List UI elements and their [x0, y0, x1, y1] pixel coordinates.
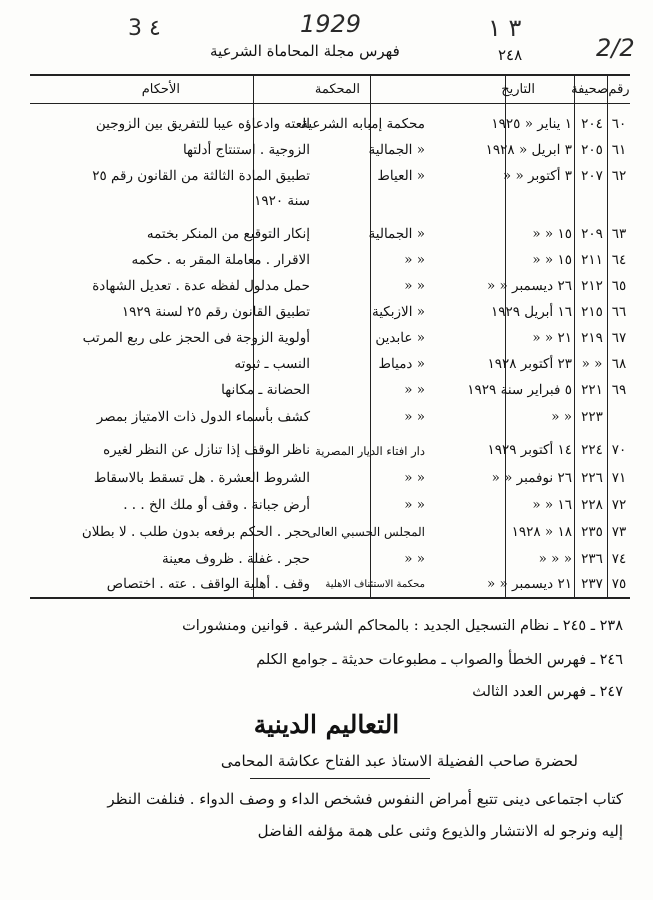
year-mark: 1929: [300, 10, 362, 38]
cell-number: ٦١: [611, 142, 627, 158]
table-header: [30, 78, 630, 104]
cell-ruling: ناظر الوقف إذا تنازل عن النظر لغيره: [103, 442, 310, 458]
table-row: [30, 112, 630, 138]
column-header-court: المحكمة: [314, 82, 360, 97]
cell-date: « « «: [538, 551, 572, 567]
cell-ruling: حجر . غفلة . ظروف معينة: [162, 551, 310, 567]
cell-court: « عابدين: [375, 330, 425, 346]
cell-page: ٢١٩: [581, 330, 603, 346]
cell-court: محكمة إمبابه الشرعية: [301, 116, 425, 132]
table-row: [30, 352, 630, 378]
table-row: [30, 520, 630, 546]
journal-title: فهرس مجلة المحاماة الشرعية: [210, 42, 400, 60]
cell-number: ٧٣: [611, 524, 627, 540]
cell-court: « «: [404, 382, 425, 398]
cell-number: ٧٢: [611, 497, 627, 513]
cell-number: ٦٨: [611, 356, 627, 372]
table-row: [30, 493, 630, 519]
cell-court: « «: [404, 470, 425, 486]
cell-court: « العياط: [377, 168, 425, 184]
cell-date: ٢١ ديسمبر « «: [486, 576, 572, 592]
cell-date: ١٨ « ١٩٢٨: [511, 524, 572, 540]
cell-ruling: أولوية الزوجة فى الحجز على ربع المرتب: [82, 330, 310, 346]
cell-page: ٢١٢: [581, 278, 603, 294]
section-title: التعاليم الدينية: [253, 710, 400, 739]
cell-page: ٢٢٤: [581, 442, 603, 458]
body-line: إليه ونرجو له الانتشار والذيوع وثنى على همة مؤلفه الفاضل: [257, 822, 623, 840]
column-header-ruling: الأحكام: [141, 82, 180, 97]
cell-number: ٧٤: [611, 551, 627, 567]
page-number: ٢٤٨: [498, 46, 523, 64]
cell-date: ١٦ أبريل ١٩٢٩: [490, 304, 572, 320]
corner-mark-center: ٣ ١: [488, 14, 522, 42]
corner-mark-left: 3 ٤: [128, 16, 161, 41]
cell-date: ٢٣ أكتوبر ١٩٢٨: [487, 356, 572, 372]
cell-date: ١ يناير « ١٩٢٥: [491, 116, 572, 132]
cell-date: ٥ فبراير سنة ١٩٢٩: [467, 382, 572, 398]
table-row: [30, 405, 630, 431]
cell-number: ٧٥: [611, 576, 627, 592]
cell-ruling: تطبيق القانون رقم ٢٥ لسنة ١٩٢٩: [121, 304, 310, 320]
table-row: [30, 547, 630, 573]
cell-number: ٦٧: [611, 330, 627, 346]
cell-court: « «: [404, 409, 425, 425]
table-row: [30, 326, 630, 352]
cell-ruling: وقف . أهلية الواقف . عته . اختصاص: [106, 576, 310, 592]
cell-court: « الازبكية: [371, 304, 425, 320]
cell-page: ٢٠٤: [581, 116, 603, 132]
table-row: [30, 438, 630, 464]
table-row: [30, 138, 630, 164]
cell-court: « «: [404, 252, 425, 268]
body-line: كتاب اجتماعى دينى تتبع أمراض النفوس فشخص الداء و وصف الدواء . فنلفت النظر: [107, 790, 623, 808]
cell-page: ٢٢١: [581, 382, 603, 398]
cell-date: ٣ ابريل « ١٩٢٨: [485, 142, 572, 158]
table-row: [30, 164, 630, 190]
cell-date: ١٦ « «: [532, 497, 572, 513]
cell-number: ٦٩: [611, 382, 627, 398]
cell-court: « دمياط: [378, 356, 425, 372]
cell-number: ٦٢: [611, 168, 627, 184]
cell-court: « الجمالية: [368, 226, 425, 242]
cell-ruling: حجر . الحكم برفعه بدون طلب . لا بطلان: [81, 524, 310, 540]
cell-date: ٢٦ ديسمبر « «: [486, 278, 572, 294]
cell-date: ١٥ « «: [532, 252, 572, 268]
cell-ruling: كشف بأسماء الدول ذات الامتياز بمصر: [96, 409, 310, 425]
cell-ruling: الشروط العشرة . هل تسقط بالاسقاط: [93, 470, 310, 486]
table-row: [30, 189, 630, 215]
cell-page: ٢٠٩: [581, 226, 603, 242]
table-row: [30, 300, 630, 326]
table-row: [30, 274, 630, 300]
cell-ruling: إنكار التوقيع من المنكر بختمه: [146, 226, 310, 242]
cell-ruling: الحضانة ـ مكانها: [221, 382, 310, 398]
index-line: ٢٤٧ ـ فهرس العدد الثالث: [472, 684, 623, 700]
cell-date: ٢٦ نوفمبر « «: [491, 470, 572, 486]
section-byline: لحضرة صاحب الفضيلة الاستاذ عبد الفتاح عكاشة المحامى: [220, 752, 578, 770]
cell-page: ٢٠٥: [581, 142, 603, 158]
cell-date: ٣ أكتوبر « «: [502, 168, 572, 184]
column-header-page: صحيفة: [571, 82, 608, 97]
cell-ruling: النسب ـ ثبوته: [234, 356, 310, 372]
cell-page: ٢٣٥: [581, 524, 603, 540]
index-line: ٢٤٦ ـ فهرس الخطأ والصواب ـ مطبوعات حديثة ـ جوامع الكلم: [256, 652, 623, 668]
cell-date: « «: [551, 409, 572, 425]
table-row: [30, 572, 630, 598]
cell-ruling: حمل مدلول لفظه عدة . تعديل الشهادة: [92, 278, 310, 294]
cell-number: ٦٦: [611, 304, 627, 320]
cell-date: ١٤ أكتوبر ١٩٢٩: [487, 442, 572, 458]
cell-page: ٢٣٦: [581, 551, 603, 567]
cell-court: « «: [404, 497, 425, 513]
cell-ruling: تطبيق المادة الثالثة من القانون رقم ٢٥: [92, 168, 310, 184]
cell-number: ٦٣: [611, 226, 627, 242]
cell-date: ١٥ « «: [532, 226, 572, 242]
table-row: [30, 248, 630, 274]
column-header-date: التاريخ: [501, 82, 535, 97]
cell-date: ٢١ « «: [532, 330, 572, 346]
cell-ruling: الاقرار . معاملة المقر به . حكمه: [131, 252, 310, 268]
table-row: [30, 222, 630, 248]
cell-page: ٢١١: [581, 252, 603, 268]
table-row: [30, 466, 630, 492]
cell-number: ٧٠: [611, 442, 627, 458]
cell-court: المجلس الحسبي العالى: [307, 525, 425, 539]
cell-ruling: العته وادعاؤه عيبا للتفريق بين الزوجين: [95, 116, 310, 132]
cell-page: ٢٣٧: [581, 576, 603, 592]
cell-ruling: سنة ١٩٢٠: [254, 193, 310, 209]
table-row: [30, 378, 630, 404]
column-header-number: رقم: [608, 82, 630, 97]
cell-court: دار افتاء الديار المصرية: [315, 444, 425, 458]
cell-ruling: أرض جبانة . وقف أو ملك الخ . . .: [123, 497, 310, 513]
cell-page: « «: [581, 356, 603, 372]
cell-number: ٧١: [611, 470, 627, 486]
cell-court: « «: [404, 278, 425, 294]
index-line: ٢٣٨ ـ ٢٤٥ ـ نظام التسجيل الجديد : بالمحاكم الشرعية . قوانين ومنشورات: [182, 618, 623, 634]
cell-court: محكمة الاستئناف الاهلية: [325, 579, 425, 590]
cell-court: « «: [404, 551, 425, 567]
section-divider: [250, 778, 430, 779]
table-top-rule: [30, 74, 630, 76]
cell-court: « الجمالية: [368, 142, 425, 158]
cell-page: ٢٠٧: [581, 168, 603, 184]
cell-ruling: الزوجية . استنتاج أدلتها: [182, 142, 310, 158]
corner-mark-right: 2/2: [596, 34, 635, 62]
cell-number: ٦٠: [611, 116, 627, 132]
cell-number: ٦٥: [611, 278, 627, 294]
cell-page: ٢٢٨: [581, 497, 603, 513]
cell-number: ٦٤: [611, 252, 627, 268]
cell-page: ٢٢٦: [581, 470, 603, 486]
cell-page: ٢١٥: [581, 304, 603, 320]
cell-page: ٢٢٣: [581, 409, 603, 425]
